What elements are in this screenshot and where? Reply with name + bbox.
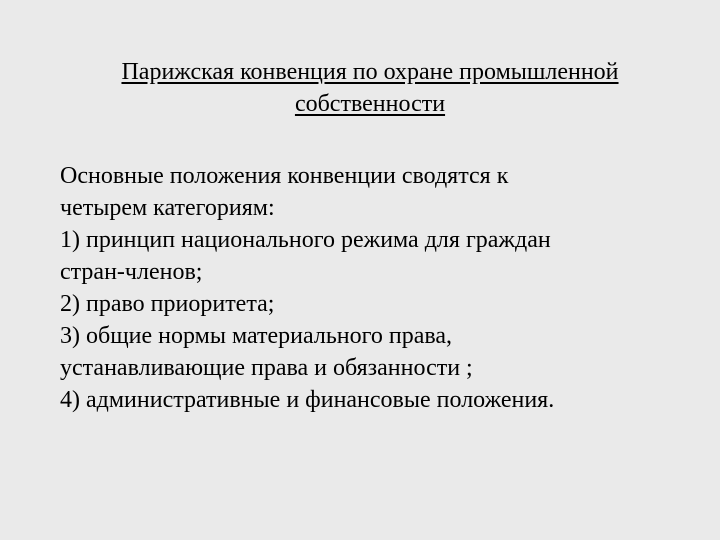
body-line: 4) административные и финансовые положения. (60, 387, 555, 413)
body-line: четырем категориям: (60, 195, 275, 221)
body-line: 1) принцип национального режима для граждан (60, 227, 551, 253)
slide-body-text (60, 160, 700, 416)
body-line: устанавливающие права и обязанности ; (60, 355, 473, 381)
body-line: 2) право приоритета; (60, 291, 275, 317)
slide-title-line: Парижская конвенция по охране промышленной (121, 59, 619, 85)
slide-title-line: собственности (294, 91, 446, 117)
body-line: 3) общие нормы материального права, (60, 323, 453, 349)
body-line: стран-членов; (60, 259, 203, 285)
slide-title (70, 56, 670, 120)
body-line: Основные положения конвенции сводятся к (60, 163, 509, 189)
